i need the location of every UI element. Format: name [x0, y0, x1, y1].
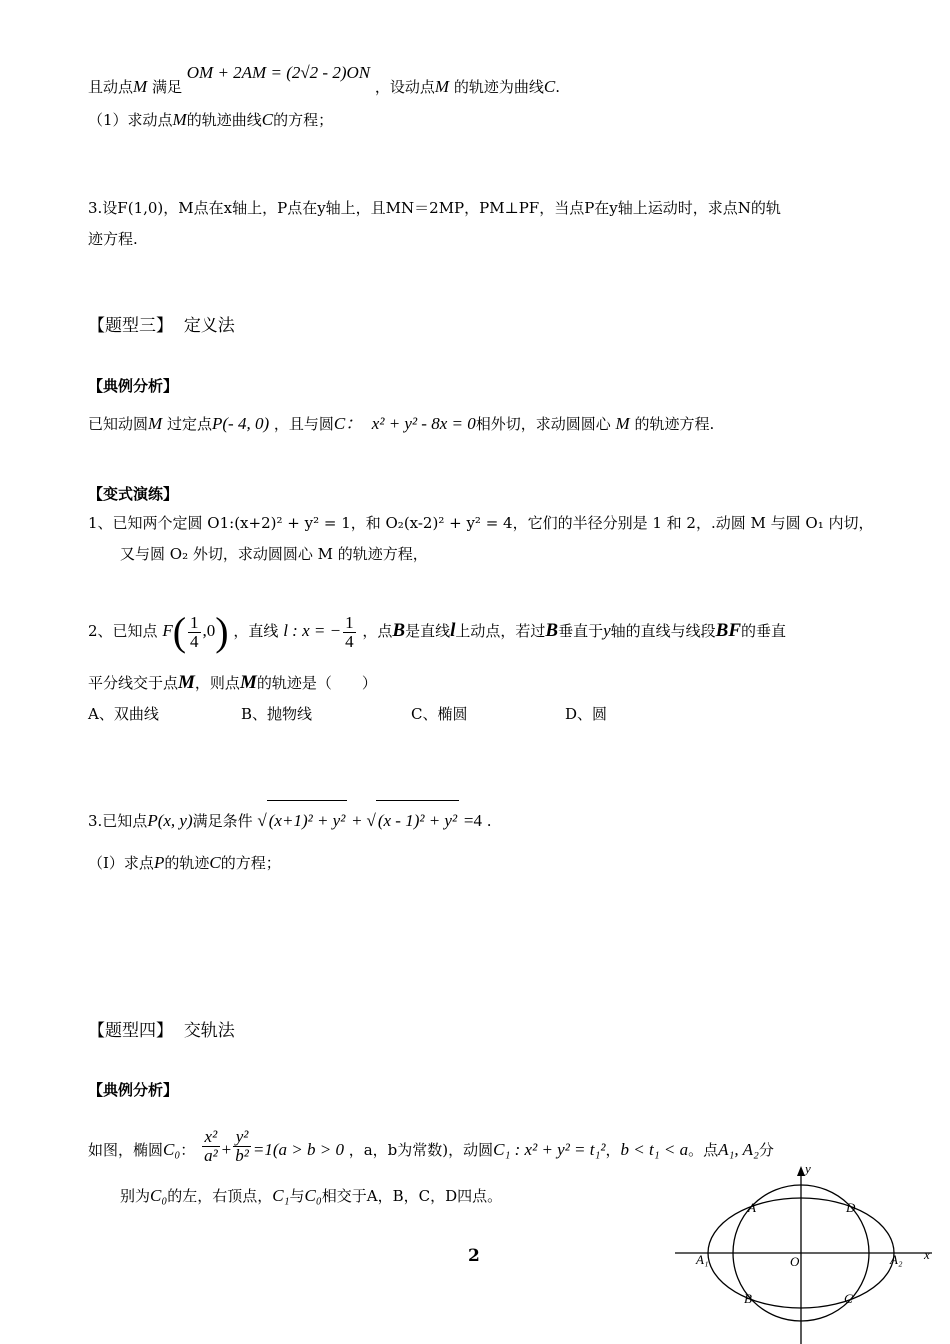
example-4-line2: 别为C₀的左，右顶点，C₁与C₀相交于A，B，C，D四点。 — [120, 1186, 503, 1205]
y-arrow — [797, 1166, 805, 1176]
ellipse-circle-figure — [670, 1160, 940, 1344]
section-heading-type4: 【题型四】 交轨法 — [88, 1021, 235, 1041]
page-number: 2 — [468, 1246, 480, 1266]
label-y: y — [805, 1161, 811, 1176]
variant-2-line2: 平分线交于点M，则点M的轨迹是（ ） — [88, 672, 377, 693]
problem-3-line1: 3.设F(1,0)，M点在x轴上，P点在y轴上，且MN＝2MP，PM⊥PF，当点P在y轴上运动时，求点N的轨 — [88, 199, 781, 217]
label-O: O — [790, 1254, 800, 1269]
variant-practice-heading: 【变式演练】 — [88, 485, 179, 503]
question-1: （1）求动点M的轨迹曲线C的方程； — [88, 110, 334, 129]
label-D: D — [846, 1200, 856, 1215]
option-a: A、双曲线 — [88, 705, 159, 723]
example-3-problem: 已知动圆M 过定点P(- 4, 0) ，且与圆C： x² + y² - 8x = 0相外切，求动圆圆心 M 的轨迹方程. — [88, 414, 715, 433]
label-B: B — [744, 1291, 752, 1306]
example-4-line1: 如图，椭圆C₀： $\frac{\text{x²}}{\text{a²}}$ + $\frac{\text{y²}}{\text{b²}}$ =1(a > b > 0 ，a，b为常数)，动圆C₁ : x² + y² = t₁²，b < t₁ < a。点A₁, A₂分 — [88, 1127, 774, 1165]
label-x: x — [924, 1247, 930, 1262]
label-A1: A₁ — [696, 1252, 709, 1267]
section-heading-type3: 【题型三】 定义法 — [88, 316, 235, 336]
label-C: C — [844, 1291, 853, 1306]
variant-1-line1: 1、已知两个定圆 O1:(x+2)² + y² = 1，和 O₂(x-2)² + y² = 4，它们的半径分别是 1 和 2，.动圆 M 与圆 O₁ 内切， — [88, 514, 874, 532]
variant-3-question: （Ⅰ）求点P的轨迹C的方程； — [88, 853, 281, 872]
label-A: A — [748, 1200, 756, 1215]
condition-line: 且动点M 满足 OM + 2AM = (2√2 - 2)ON ，设动点M 的轨迹为曲线C. — [88, 63, 561, 96]
option-b: B、抛物线 — [241, 705, 313, 723]
vector-equation: OM + 2AM = (2√2 - 2)ON — [186, 63, 371, 82]
option-d: D、圆 — [565, 705, 608, 723]
example-4-heading: 【典例分析】 — [88, 1081, 179, 1099]
variant-1-line2: 又与圆 O₂ 外切，求动圆圆心 M 的轨迹方程， — [120, 545, 428, 563]
label-A2: A₂ — [890, 1252, 903, 1267]
variant-2-line1: 2、已知点 F( $\frac{1}{4}$ ,0) ，直线 l : x = − $\frac{1}{4}$ ，点B是直线l上动点，若过B垂直于y轴的直线与线段BF的垂直 — [88, 609, 787, 654]
problem-3-line2: 迹方程. — [88, 230, 138, 248]
variant-3-line1: 3.已知点P(x, y)满足条件 √ (x+1)² + y² + √ (x - 1)² + y² =4 . — [88, 800, 492, 840]
example-analysis-heading: 【典例分析】 — [88, 377, 179, 395]
option-c: C、椭圆 — [411, 705, 468, 723]
